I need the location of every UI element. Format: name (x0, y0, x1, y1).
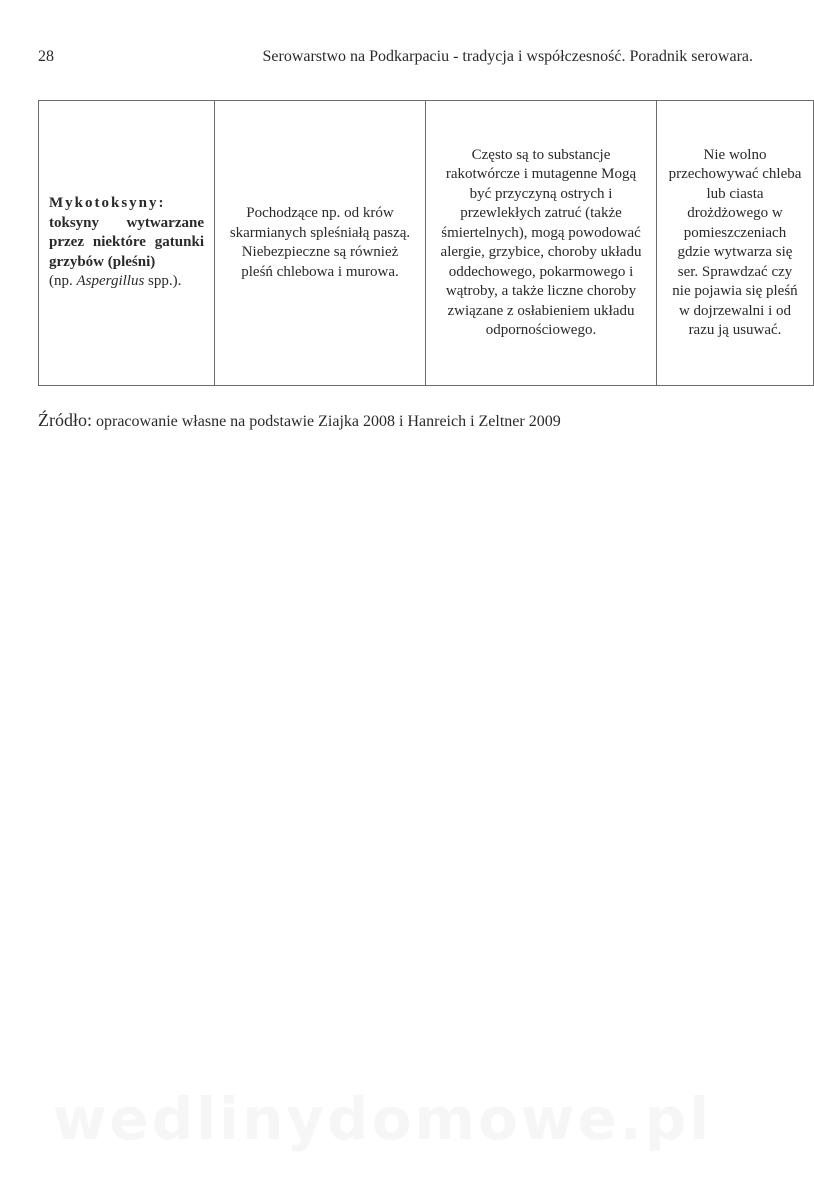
term-example-prefix: (np. (49, 273, 77, 290)
term-heading: Mykotoksyny: (49, 195, 166, 212)
cell-source-text: Pochodzące np. od krów skarmianych spleśniałą paszą. Niebezpieczne są również pleśń chlebowa i murowa. (229, 205, 411, 280)
table-row (39, 101, 814, 386)
table-cell-prevention (657, 101, 814, 386)
cell-effects-text: Często są to substancje rakotwórcze i mutagenne Mogą być przyczyną ostrych i przewlekłych zatruć (także śmiertelnych), mogą powodować alergie, grzybice, choroby układu oddechowego, pokarmowego i wątroby, a także liczne choroby związane z osłabieniem układu odpornościowego. (440, 146, 642, 338)
term-example (49, 272, 204, 292)
term-example-genus: Aspergillus (76, 273, 145, 290)
source-label: Źródło: (38, 410, 92, 430)
table-cell-term (39, 101, 215, 386)
running-header: Serowarstwo na Podkarpaciu - tradycja i współczesność. Poradnik serowara. (262, 48, 753, 65)
cell-prevention-text: Nie wolno przechowywać chleba lub ciasta drożdżowego w pomieszczeniach gdzie wytwarza się ser. Sprawdzać czy nie pojawia się pleśń w dojrzewalni i od razu ją usuwać. (668, 146, 802, 338)
term-example-suffix: spp.). (144, 273, 182, 290)
source-text: opracowanie własne na podstawie Ziajka 2008 i Hanreich i Zeltner 2009 (92, 413, 561, 430)
page-number: 28 (38, 48, 54, 65)
table-cell-effects (426, 101, 657, 386)
content-table (38, 100, 814, 386)
watermark: wedlinydomowe.pl (52, 1085, 713, 1153)
table-cell-source (215, 101, 426, 386)
source-note (38, 410, 561, 431)
term-description: toksyny wytwarzane przez niektóre gatunki grzybów (pleśni) (49, 214, 204, 270)
